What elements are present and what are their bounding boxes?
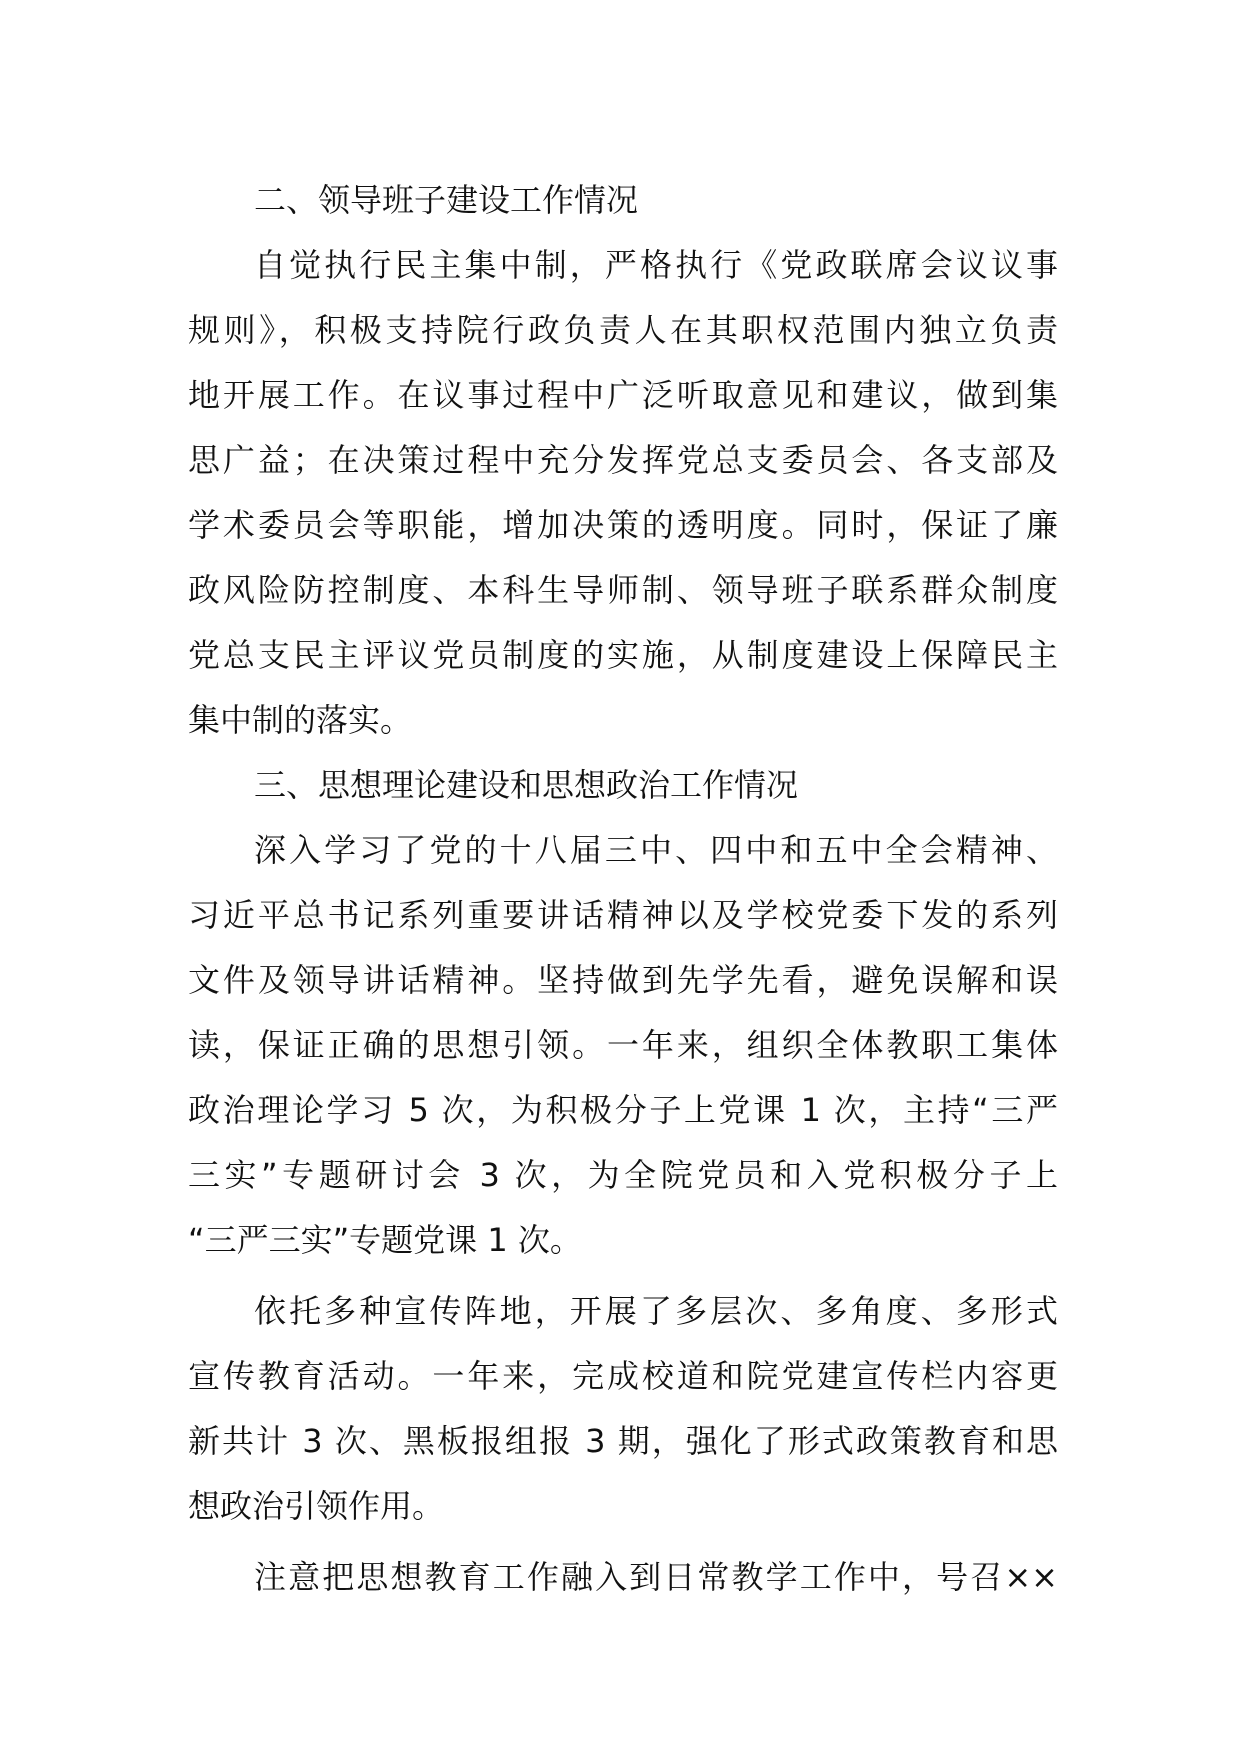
paragraph-line: 党总支民主评议党员制度的实施，从制度建设上保障民主: [188, 636, 1058, 674]
paragraph-line: 新共计 3 次、黑板报组报 3 期，强化了形式政策教育和思: [188, 1422, 1058, 1460]
paragraph-line: 深入学习了党的十八届三中、四中和五中全会精神、: [254, 831, 1058, 869]
paragraph-line: 规则》，积极支持院行政负责人在其职权范围内独立负责: [188, 311, 1058, 349]
paragraph-line: 注意把思想教育工作融入到日常教学工作中，号召××: [254, 1558, 1058, 1596]
document-page: [188, 168, 1058, 1610]
paragraph-line: 宣传教育活动。一年来，完成校道和院党建宣传栏内容更: [188, 1357, 1058, 1395]
paragraph-line: 自觉执行民主集中制，严格执行《党政联席会议议事: [254, 246, 1058, 284]
paragraph-line: 集中制的落实。: [188, 701, 413, 739]
paragraph-line: “三严三实”专题党课 1 次。: [188, 1221, 582, 1259]
paragraph-line: 学术委员会等职能，增加决策的透明度。同时，保证了廉: [188, 506, 1058, 544]
paragraph-line: 三实”专题研讨会 3 次，为全院党员和入党积极分子上: [188, 1156, 1058, 1194]
paragraph-line: 读，保证正确的思想引领。一年来，组织全体教职工集体: [188, 1026, 1058, 1064]
paragraph-line: 政风险防控制度、本科生导师制、领导班子联系群众制度: [188, 571, 1058, 609]
paragraph-line: 习近平总书记系列重要讲话精神以及学校党委下发的系列: [188, 896, 1058, 934]
section-heading-2: 二、领导班子建设工作情况: [254, 181, 639, 219]
paragraph-line: 思广益；在决策过程中充分发挥党总支委员会、各支部及: [188, 441, 1058, 479]
paragraph-line: 想政治引领作用。: [188, 1487, 445, 1525]
paragraph-line: 地开展工作。在议事过程中广泛听取意见和建议，做到集: [188, 376, 1058, 414]
paragraph-line: 政治理论学习 5 次，为积极分子上党课 1 次，主持“三严: [188, 1091, 1058, 1129]
section-heading-3: 三、思想理论建设和思想政治工作情况: [254, 766, 799, 804]
paragraph-line: 文件及领导讲话精神。坚持做到先学先看，避免误解和误: [188, 961, 1058, 999]
paragraph-line: 依托多种宣传阵地，开展了多层次、多角度、多形式: [254, 1292, 1058, 1330]
